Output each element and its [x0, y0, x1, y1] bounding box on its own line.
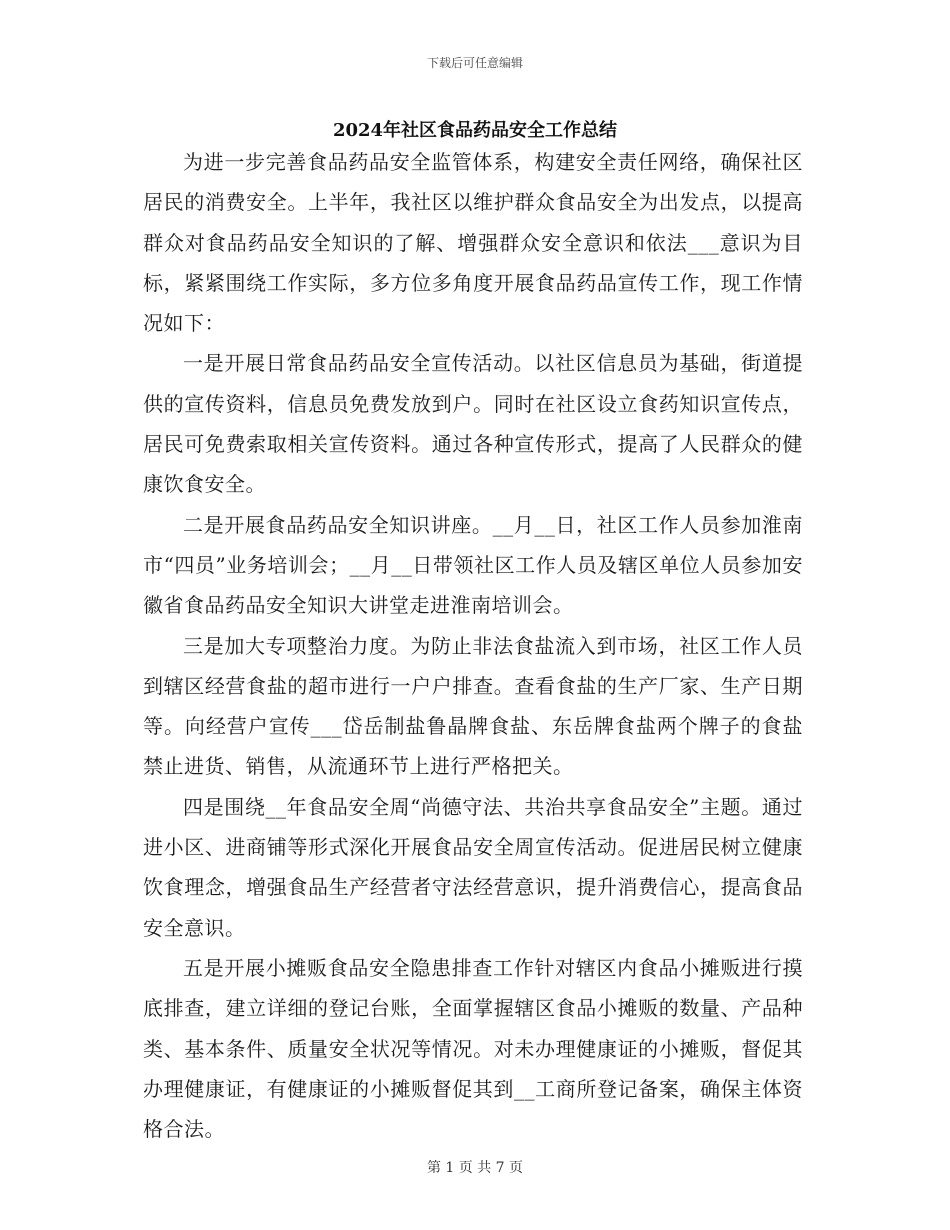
paragraph-item-5: 五是开展小摊贩食品安全隐患排查工作针对辖区内食品小摊贩进行摸底排查，建立详细的登记台账，全面掌握辖区食品小摊贩的数量、产品种类、基本条件、质量安全状况等情况。对未办理健康证的小摊贩，督促其办理健康证，有健康证的小摊贩督促其到__工商所登记备案，确保主体资格合法。: [143, 955, 803, 1142]
document-title: 2024年社区食品药品安全工作总结: [332, 120, 618, 141]
paragraph-item-1: 一是开展日常食品药品安全宣传活动。以社区信息员为基础，街道提供的宣传资料，信息员免费发放到户。同时在社区设立食药知识宣传点，居民可免费索取相关宣传资料。通过各种宣传形式，提高了人民群众的健康饮食安全。: [143, 351, 803, 497]
document-body: [143, 142, 803, 1149]
paragraph-item-4: 四是围绕__年食品安全周“尚德守法、共治共享食品安全”主题。通过进小区、进商铺等形式深化开展食品安全周宣传活动。促进居民树立健康饮食理念，增强食品生产经营者守法经营意识，提升消费信心，提高食品安全意识。: [143, 794, 803, 940]
paragraph-intro: 为进一步完善食品药品安全监管体系，构建安全责任网络，确保社区居民的消费安全。上半年，我社区以维护群众食品安全为出发点，以提高群众对食品药品安全知识的了解、增强群众安全意识和依法___意识为目标，紧紧围绕工作实际，多方位多角度开展食品药品宣传工作，现工作情况如下：: [143, 150, 803, 336]
paragraph-item-3: 三是加大专项整治力度。为防止非法食盐流入到市场，社区工作人员到辖区经营食盐的超市进行一户户排查。查看食盐的生产厂家、生产日期等。向经营户宣传___岱岳制盐鲁晶牌食盐、东岳牌食盐两个牌子的食盐禁止进货、销售，从流通环节上进行严格把关。: [143, 633, 803, 779]
header-note: 下载后可任意编辑: [426, 56, 523, 70]
page-indicator: 第 1 页 共 7 页: [426, 1160, 524, 1176]
paragraph-item-2: 二是开展食品药品安全知识讲座。__月__日，社区工作人员参加淮南市“四员”业务培训会；__月__日带领社区工作人员及辖区单位人员参加安徽省食品药品安全知识大讲堂走进淮南培训会。: [143, 512, 803, 618]
